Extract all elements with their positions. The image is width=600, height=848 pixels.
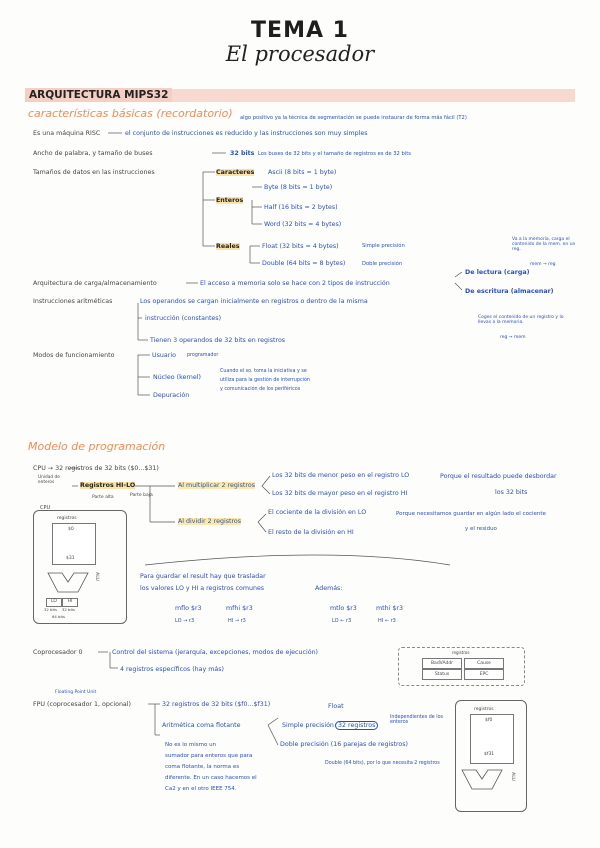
- reg-f31: $f31: [484, 752, 495, 757]
- no-es-4: diferente. En un caso hacemos el: [165, 775, 257, 781]
- caracteres-label: Caracteres: [216, 169, 255, 176]
- reg-31: $31: [66, 556, 75, 561]
- aritmeticas-value-3: Tienen 3 operandos de 32 bits en registros: [150, 337, 286, 344]
- ancho-label: Ancho de palabra, y tamaño de buses: [33, 150, 153, 157]
- escritura-note-2: reg → mem: [500, 335, 526, 340]
- ascii-value: Ascii (8 bits = 1 byte): [268, 169, 337, 176]
- bits-lo: 32 bits: [44, 607, 57, 612]
- mfhi-instr: mfhi $r3: [226, 605, 253, 612]
- depuracion-label: Depuración: [153, 392, 190, 399]
- tamanos-label: Tamaños de datos en las instrucciones: [33, 169, 155, 176]
- escritura-label: De escritura (almacenar): [465, 288, 554, 295]
- div-hi: El resto de la división en HI: [268, 529, 354, 536]
- lectura-note: Va a la memoria, carga el contenido de la mem. en un reg.: [512, 237, 576, 252]
- registros-hilo: Registros HI-LO: [80, 482, 136, 489]
- section-heading: ARQUITECTURA MIPS32: [25, 88, 172, 102]
- div-note-1: Porque necesitamos guardar en algún lado el cociente: [396, 511, 546, 517]
- mult-lo: Los 32 bits de menor peso en el registro LO: [272, 472, 410, 479]
- mflo-instr: mflo $r3: [175, 605, 202, 612]
- page-title: TEMA 1: [251, 18, 349, 43]
- cop0-box-title: registros: [452, 650, 470, 655]
- mthi-instr: mthi $r3: [376, 605, 403, 612]
- usuario-label: Usuario: [152, 352, 176, 359]
- fpu-note: Floating Point Unit: [55, 690, 97, 695]
- lectura-note-2: mem → reg: [530, 262, 556, 267]
- nucleo-label: Núcleo (kernel): [153, 374, 201, 381]
- mult-note-1: Porque el resultado puede desbordar: [440, 473, 557, 480]
- aritmetica-label: Aritmética coma flotante: [162, 722, 241, 729]
- ancho-note: Los buses de 32 bits y el tamaño de registros es de 32 bits: [258, 151, 411, 157]
- lo-register: LO: [46, 598, 62, 607]
- status-register: Status: [422, 669, 462, 680]
- cop0-value: Control del sistema (jerarquía, excepciones, modos de ejecución): [112, 649, 319, 656]
- ademas-label: Además:: [315, 585, 343, 592]
- para-guardar-2: los valores LO y HI a registros comunes: [140, 585, 265, 592]
- lectura-label: De lectura (carga): [465, 269, 530, 276]
- cop0-label: Coprocesador 0: [33, 649, 83, 656]
- hi-to-r3: HI → r3: [228, 618, 246, 624]
- enteros-label: Enteros: [216, 197, 244, 204]
- simple-precision: Simple precisión: [282, 722, 334, 729]
- cpu-box-label: CPU: [40, 505, 51, 511]
- lo-from-r3: LO ← r3: [332, 618, 352, 624]
- cpu-alu-label: ALU: [93, 572, 99, 581]
- escritura-note: Coges el contenido de un registro y lo llevas a la memoria.: [478, 315, 564, 325]
- carga-value: El acceso a memoria solo se hace con 2 tipos de instrucción: [200, 280, 390, 287]
- nucleo-note-3: y comunicación de los periféricos: [220, 387, 301, 392]
- fpu-label: FPU (coprocesador 1, opcional): [33, 701, 131, 708]
- fpu-alu-label: ALU: [509, 772, 515, 781]
- aritmeticas-value-1: Los operandos se cargan inicialmente en registros o dentro de la misma: [140, 298, 368, 305]
- usuario-note: programador: [187, 353, 219, 358]
- mult-hi: Los 32 bits de mayor peso en el registro HI: [272, 490, 408, 497]
- epc-register: EPC: [464, 669, 504, 680]
- lo-to-r3: LO → r3: [175, 618, 195, 624]
- dividir-label: Al dividir 2 registros: [178, 518, 242, 525]
- carga-label: Arquitectura de carga/almacenamiento: [33, 280, 157, 287]
- bits-hi: 32 bits: [62, 607, 75, 612]
- independientes-note: Independientes de los enteros: [390, 715, 443, 725]
- double-note: Double (64 bits), por lo que necesita 2 registros: [325, 761, 440, 766]
- hi-from-r3: HI ← r3: [378, 618, 396, 624]
- risc-value: el conjunto de instrucciones es reducido y las instrucciones son muy simples: [125, 130, 368, 137]
- fpu-value: 32 registros de 32 bits ($f0...$f31): [162, 701, 271, 708]
- ancho-value: 32 bits: [230, 150, 255, 157]
- float-note: Float: [328, 703, 344, 710]
- aritmeticas-label: Instrucciones aritméticas: [33, 298, 113, 305]
- para-guardar-1: Para guardar el result hay que trasladar: [140, 573, 266, 580]
- note-segmentacion: algo positivo ya la técnica de segmentación se puede instaurar de forma más fácil (T2): [240, 115, 467, 121]
- simple-value: Simple precisión: [362, 243, 405, 249]
- modelo-heading: Modelo de programación: [28, 440, 166, 453]
- parte-alta: Parte alta: [92, 495, 114, 500]
- unidad-enteros: Unidad de enteros: [38, 475, 60, 485]
- cpu-line: CPU → 32 registros de 32 bits ($0...$31): [33, 465, 159, 472]
- reg-0: $0: [68, 527, 74, 532]
- float-value: Float (32 bits = 4 bytes): [262, 243, 339, 250]
- mtlo-instr: mtlo $r3: [330, 605, 357, 612]
- reales-label: Reales: [216, 243, 240, 250]
- word-value: Word (32 bits = 4 bytes): [264, 221, 342, 228]
- aritmeticas-value-2: instrucción (constantes): [145, 315, 222, 322]
- modos-label: Modos de funcionamiento: [33, 352, 115, 359]
- hi-register: HI: [62, 598, 78, 607]
- cause-register: Cause: [464, 658, 504, 669]
- fpu-box-registros: registros: [474, 707, 494, 712]
- no-es-2: sumador para enteros que para: [165, 753, 253, 759]
- doble-value: Doble precisión: [362, 261, 403, 267]
- parte-baja: Parte baja: [130, 493, 153, 498]
- reg-f0: $f0: [485, 718, 493, 723]
- double-value: Double (64 bits = 8 bytes): [262, 260, 346, 267]
- no-es-5: Ca2 y en el otro IEEE 754.: [165, 786, 237, 792]
- half-value: Half (16 bits = 2 bytes): [264, 204, 338, 211]
- cpu-registros-label: registros: [57, 516, 77, 521]
- no-es-3: coma flotante, la norma es: [165, 764, 240, 770]
- div-lo: El cociente de la división en LO: [268, 509, 367, 516]
- doble-precision: Doble precisión (16 parejas de registros): [280, 741, 409, 748]
- badvaddr-register: BadVAddr: [422, 658, 462, 669]
- simple-regs: 32 registros: [335, 721, 378, 730]
- caracteristicas-heading: características básicas (recordatorio): [28, 107, 233, 120]
- no-es-1: No es lo mismo un: [165, 742, 217, 748]
- byte-value: Byte (8 bits = 1 byte): [264, 184, 333, 191]
- div-note-2: y el residuo: [465, 526, 497, 532]
- nucleo-note-1: Cuando el so. toma la iniciativa y se: [220, 369, 307, 374]
- mult-note-2: los 32 bits: [495, 489, 528, 496]
- page-subtitle: El procesador: [225, 42, 375, 66]
- risc-label: Es una máquina RISC: [33, 130, 101, 137]
- cop0-regs: 4 registros específicos (hay más): [120, 666, 224, 673]
- bits-64: 64 bits: [52, 614, 65, 619]
- multiplicar-label: Al multiplicar 2 registros: [178, 482, 255, 489]
- nucleo-note-2: utiliza para la gestión de interrupción: [220, 378, 310, 383]
